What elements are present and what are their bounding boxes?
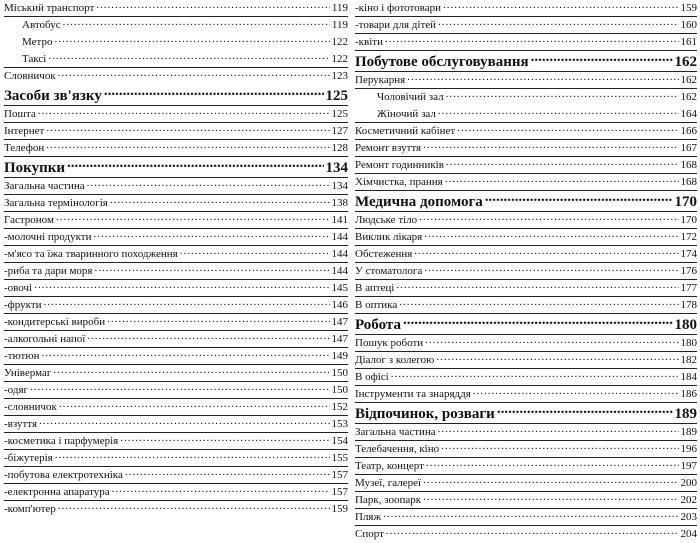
toc-entry xyxy=(4,178,348,195)
toc-entry xyxy=(4,51,348,68)
toc-page-number: 119 xyxy=(331,2,348,14)
toc-leader-dots xyxy=(46,123,329,134)
toc-leader-dots xyxy=(391,369,679,380)
toc-entry-title: Автобус xyxy=(22,19,61,31)
toc-page-number: 147 xyxy=(331,333,348,345)
toc-page-number: 200 xyxy=(680,477,697,489)
toc-leader-dots xyxy=(423,475,678,486)
toc-entry xyxy=(355,17,697,34)
toc-page-number: 122 xyxy=(331,36,348,48)
toc-entry-title: Побутове обслуговування xyxy=(355,54,529,70)
toc-leader-dots xyxy=(55,450,330,461)
toc-page-number: 170 xyxy=(680,214,697,226)
toc-leader-dots xyxy=(104,85,324,100)
toc-entry-title: Загальна частина xyxy=(355,426,436,438)
toc-section-heading xyxy=(355,403,697,424)
toc-page-number: 122 xyxy=(331,53,348,65)
toc-leader-dots xyxy=(446,89,679,100)
toc-entry-title: -комп'ютер xyxy=(4,503,56,515)
toc-page-number: 123 xyxy=(331,70,348,82)
toc-leader-dots xyxy=(423,140,678,151)
toc-page-number: 189 xyxy=(680,426,697,438)
toc-entry-title: Медична допомога xyxy=(355,194,483,210)
toc-page-number: 159 xyxy=(331,503,348,515)
toc-entry-title: Пошта xyxy=(4,108,36,120)
toc-entry xyxy=(355,458,697,475)
toc-leader-dots xyxy=(38,106,330,117)
toc-leader-dots xyxy=(438,17,678,28)
toc-section-heading xyxy=(4,85,348,106)
toc-page-number: 168 xyxy=(680,159,697,171)
toc-entry-title: -словничок xyxy=(4,401,57,413)
toc-page-number: 152 xyxy=(331,401,348,413)
toc-leader-dots xyxy=(125,467,330,478)
toc-entry xyxy=(355,386,697,403)
toc-page-number: 180 xyxy=(674,317,697,333)
toc-entry xyxy=(355,509,697,526)
toc-entry-title: Телебачення, кіно xyxy=(355,443,440,455)
toc-entry-title: -м'ясо та їжа тваринного походження xyxy=(4,248,178,260)
toc-entry-title: Відпочинок, розваги xyxy=(355,406,495,422)
toc-entry-title: Людське тіло xyxy=(355,214,418,226)
toc-section-heading xyxy=(355,191,697,212)
toc-entry xyxy=(355,140,697,157)
toc-page-number: 162 xyxy=(674,54,697,70)
toc-page-number: 189 xyxy=(674,406,697,422)
toc-page-number: 196 xyxy=(680,443,697,455)
toc-leader-dots xyxy=(386,526,679,537)
toc-leader-dots xyxy=(531,51,673,66)
toc-entry xyxy=(355,72,697,89)
toc-page-number: 161 xyxy=(680,36,697,48)
toc-entry xyxy=(4,195,348,212)
toc-entry-title: -алкогольні напої xyxy=(4,333,86,345)
toc-entry-title: Виклик лікаря xyxy=(355,231,423,243)
toc-leader-dots xyxy=(58,501,330,512)
toc-entry-title: -молочні продукти xyxy=(4,231,92,243)
toc-entry-title: У стоматолога xyxy=(355,265,423,277)
toc-entry xyxy=(355,229,697,246)
toc-entry-title: -товари для дітей xyxy=(355,19,437,31)
toc-page-number: 125 xyxy=(325,88,348,104)
toc-entry xyxy=(4,229,348,246)
toc-entry xyxy=(4,382,348,399)
toc-entry xyxy=(4,106,348,123)
toc-entry xyxy=(355,475,697,492)
toc-leader-dots xyxy=(180,246,330,257)
toc-entry xyxy=(355,174,697,191)
toc-entry xyxy=(4,297,348,314)
toc-entry-title: Косметичний кабінет xyxy=(355,125,456,137)
toc-page-number: 147 xyxy=(331,316,348,328)
toc-leader-dots xyxy=(58,68,330,79)
toc-entry-title: Чоловічий зал xyxy=(377,91,444,103)
toc-entry-title: Робота xyxy=(355,317,401,333)
toc-entry xyxy=(355,263,697,280)
toc-page-number: 204 xyxy=(680,528,697,540)
toc-leader-dots xyxy=(446,157,679,168)
toc-entry xyxy=(4,501,348,518)
toc-leader-dots xyxy=(39,416,330,427)
toc-entry-title: Ремонт взуття xyxy=(355,142,422,154)
toc-entry xyxy=(355,89,697,106)
toc-page-number: 125 xyxy=(331,108,348,120)
toc-leader-dots xyxy=(59,399,330,410)
toc-entry-title: Метро xyxy=(22,36,53,48)
toc-entry-title: Засоби зв'язку xyxy=(4,88,102,104)
toc-entry xyxy=(4,399,348,416)
toc-entry-title: Парк, зоопарк xyxy=(355,494,422,506)
toc-entry xyxy=(355,106,697,123)
toc-page-number: 150 xyxy=(331,384,348,396)
toc-page-number: 170 xyxy=(674,194,697,210)
toc-entry-title: Покупки xyxy=(4,160,66,176)
toc-entry-title: Пошук роботи xyxy=(355,337,424,349)
toc-entry xyxy=(4,212,348,229)
toc-entry-title: Міський транспорт xyxy=(4,2,95,14)
toc-entry-title: Інструменти та знаряддя xyxy=(355,388,471,400)
toc-leader-dots xyxy=(48,51,329,62)
toc-entry-title: -взуття xyxy=(4,418,37,430)
toc-entry xyxy=(4,484,348,501)
toc-entry xyxy=(355,34,697,51)
toc-entry-title: Пляж xyxy=(355,511,382,523)
toc-page-number: 157 xyxy=(331,486,348,498)
toc-page-number: 154 xyxy=(331,435,348,447)
toc-leader-dots xyxy=(383,509,678,520)
toc-entry xyxy=(4,348,348,365)
toc-leader-dots xyxy=(424,263,678,274)
toc-entry-title: -косметика і парфумерія xyxy=(4,435,119,447)
toc-entry xyxy=(4,433,348,450)
toc-page-number: 146 xyxy=(331,299,348,311)
toc-entry-title: В офісі xyxy=(355,371,389,383)
toc-leader-dots xyxy=(443,0,679,11)
toc-leader-dots xyxy=(385,34,679,45)
toc-entry-title: Музеї, галереї xyxy=(355,477,422,489)
toc-leader-dots xyxy=(120,433,329,444)
toc-entry xyxy=(355,526,697,543)
toc-page-number: 160 xyxy=(680,19,697,31)
toc-leader-dots xyxy=(473,386,679,397)
toc-section-heading xyxy=(4,157,348,178)
toc-entry xyxy=(4,68,348,85)
toc-page-number: 150 xyxy=(331,367,348,379)
toc-page-number: 182 xyxy=(680,354,697,366)
toc-entry-title: Театр, концерт xyxy=(355,460,424,472)
toc-entry-title: Перукарня xyxy=(355,74,406,86)
toc-page-number: 144 xyxy=(331,231,348,243)
toc-page-number: 144 xyxy=(331,248,348,260)
toc-entry xyxy=(355,280,697,297)
toc-leader-dots xyxy=(110,195,330,206)
toc-page-number: 177 xyxy=(680,282,697,294)
toc-page-number: 176 xyxy=(680,265,697,277)
toc-page-number: 162 xyxy=(680,91,697,103)
toc-page-number: 159 xyxy=(680,2,697,14)
toc-page-number: 153 xyxy=(331,418,348,430)
toc-leader-dots xyxy=(54,34,329,45)
toc-page-number: 149 xyxy=(331,350,348,362)
toc-leader-dots xyxy=(396,280,678,291)
toc-leader-dots xyxy=(423,492,678,503)
toc-entry xyxy=(355,212,697,229)
toc-leader-dots xyxy=(112,484,330,495)
toc-leader-dots xyxy=(403,314,673,329)
toc-entry xyxy=(4,280,348,297)
toc-page-number: 138 xyxy=(331,197,348,209)
toc-leader-dots xyxy=(441,441,678,452)
toc-leader-dots xyxy=(424,229,678,240)
toc-page-number: 134 xyxy=(331,180,348,192)
toc-entry-title: -овочі xyxy=(4,282,33,294)
toc-entry xyxy=(4,416,348,433)
toc-leader-dots xyxy=(87,178,330,189)
toc-leader-dots xyxy=(438,106,679,117)
toc-entry-title: -кондитерські вироби xyxy=(4,316,106,328)
toc-leader-dots xyxy=(436,352,678,363)
toc-leader-dots xyxy=(407,72,678,83)
toc-entry-title: -одяг xyxy=(4,384,29,396)
toc-entry-title: Діалог з колегою xyxy=(355,354,435,366)
toc-leader-dots xyxy=(485,191,673,206)
toc-page-number: 127 xyxy=(331,125,348,137)
toc-entry xyxy=(355,123,697,140)
toc-entry xyxy=(355,352,697,369)
toc-entry-title: Жіночий зал xyxy=(377,108,436,120)
toc-entry xyxy=(4,246,348,263)
toc-entry xyxy=(4,365,348,382)
toc-entry xyxy=(4,450,348,467)
toc-leader-dots xyxy=(425,335,678,346)
toc-entry xyxy=(4,0,348,17)
toc-entry-title: -фрукти xyxy=(4,299,42,311)
toc-entry xyxy=(4,467,348,484)
toc-leader-dots xyxy=(34,280,329,291)
toc-leader-dots xyxy=(445,174,679,185)
toc-leader-dots xyxy=(67,157,323,172)
toc-page-number: 166 xyxy=(680,125,697,137)
toc-entry xyxy=(355,297,697,314)
toc-page-number: 134 xyxy=(325,160,348,176)
toc-leader-dots xyxy=(107,314,329,325)
toc-entry xyxy=(4,34,348,51)
toc-page-number: 157 xyxy=(331,469,348,481)
toc-entry-title: Гастроном xyxy=(4,214,54,226)
toc-leader-dots xyxy=(399,297,678,308)
toc-entry-title: Загальна термінологія xyxy=(4,197,108,209)
toc-page-number: 186 xyxy=(680,388,697,400)
toc-page-number: 174 xyxy=(680,248,697,260)
toc-page-number: 164 xyxy=(680,108,697,120)
toc-leader-dots xyxy=(497,403,673,418)
toc-entry xyxy=(355,441,697,458)
toc-page-number: 141 xyxy=(331,214,348,226)
toc-leader-dots xyxy=(46,140,329,151)
toc-page-number: 119 xyxy=(331,19,348,31)
toc-entry xyxy=(4,331,348,348)
toc-page-number: 144 xyxy=(331,265,348,277)
toc-entry xyxy=(355,369,697,386)
toc-entry xyxy=(355,0,697,17)
toc-leader-dots xyxy=(30,382,329,393)
toc-page-number: 128 xyxy=(331,142,348,154)
toc-page-number: 184 xyxy=(680,371,697,383)
toc-entry xyxy=(4,140,348,157)
toc-leader-dots xyxy=(93,229,329,240)
toc-entry-title: -квіти xyxy=(355,36,383,48)
toc-leader-dots xyxy=(419,212,678,223)
toc-entry-title: -електронна апаратура xyxy=(4,486,110,498)
toc-page-number: 203 xyxy=(680,511,697,523)
toc-entry xyxy=(355,424,697,441)
toc-entry-title: -кіно і фототовари xyxy=(355,2,441,14)
toc-entry-title: Спорт xyxy=(355,528,384,540)
toc-entry xyxy=(355,492,697,509)
toc-entry-title: -побутова електротехніка xyxy=(4,469,123,481)
toc-section-heading xyxy=(355,314,697,335)
toc-page-number: 180 xyxy=(680,337,697,349)
toc-leader-dots xyxy=(96,0,330,11)
toc-column-left xyxy=(4,0,348,518)
toc-entry-title: Інтернет xyxy=(4,125,45,137)
toc-entry-title: Обстеження xyxy=(355,248,413,260)
toc-page-number: 178 xyxy=(680,299,697,311)
toc-entry xyxy=(355,246,697,263)
toc-leader-dots xyxy=(63,17,330,28)
toc-entry xyxy=(355,335,697,352)
toc-leader-dots xyxy=(414,246,678,257)
toc-leader-dots xyxy=(438,424,679,435)
toc-leader-dots xyxy=(41,348,329,359)
toc-page-number: 145 xyxy=(331,282,348,294)
toc-entry-title: Універмаг xyxy=(4,367,52,379)
toc-entry-title: Загальна частина xyxy=(4,180,85,192)
toc-entry-title: Телефон xyxy=(4,142,45,154)
toc-page-number: 162 xyxy=(680,74,697,86)
toc-page-number: 202 xyxy=(680,494,697,506)
toc-leader-dots xyxy=(95,263,330,274)
toc-entry-title: В оптика xyxy=(355,299,398,311)
toc-column-right xyxy=(355,0,697,543)
toc-leader-dots xyxy=(87,331,329,342)
toc-entry-title: Хімчистка, прання xyxy=(355,176,443,188)
toc-leader-dots xyxy=(426,458,679,469)
toc-leader-dots xyxy=(457,123,678,134)
toc-entry xyxy=(4,17,348,34)
toc-entry-title: В аптеці xyxy=(355,282,395,294)
toc-entry-title: -тютюн xyxy=(4,350,40,362)
toc-page-number: 167 xyxy=(680,142,697,154)
toc-entry-title: Словничок xyxy=(4,70,56,82)
toc-entry xyxy=(4,314,348,331)
toc-entry xyxy=(4,263,348,280)
toc-entry-title: -біжутерія xyxy=(4,452,53,464)
toc-entry-title: Ремонт годинників xyxy=(355,159,444,171)
toc-entry-title: -риба та дари моря xyxy=(4,265,93,277)
toc-entry xyxy=(355,157,697,174)
toc-page-number: 155 xyxy=(331,452,348,464)
toc-section-heading xyxy=(355,51,697,72)
toc-entry-title: Таксі xyxy=(22,53,47,65)
toc-leader-dots xyxy=(44,297,330,308)
toc-page-number: 168 xyxy=(680,176,697,188)
toc-page-number: 197 xyxy=(680,460,697,472)
toc-leader-dots xyxy=(56,212,330,223)
toc-leader-dots xyxy=(53,365,329,376)
toc-entry xyxy=(4,123,348,140)
toc-page-number: 172 xyxy=(680,231,697,243)
